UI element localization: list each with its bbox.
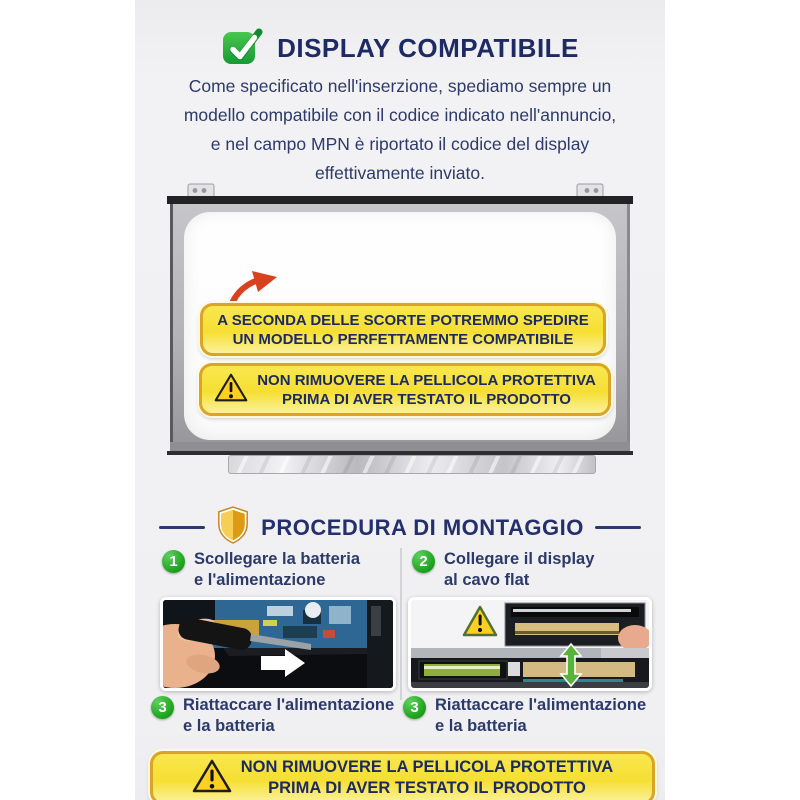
- divider-line-left: [159, 526, 205, 529]
- divider-line-right: [595, 526, 641, 529]
- panel-top-edge: [167, 196, 633, 204]
- step-number-badge: 1: [162, 550, 185, 573]
- step-3-left: [151, 695, 394, 737]
- step-text: Riattaccare l'alimentazione e la batteria: [183, 696, 395, 735]
- column-divider: [400, 548, 402, 700]
- warning-triangle-icon: [192, 758, 232, 799]
- step-text: Scollegare la batteria e l'alimentazione: [194, 550, 360, 589]
- step-text: Riattaccare l'alimentazione e la batteria: [435, 696, 647, 735]
- footer-warning-text: NON RIMUOVERE LA PELLICOLA PROTETTIVA PRIMA DI AVER TESTATO IL PRODOTTO: [240, 758, 614, 797]
- step-text: Collegare il display al cavo flat: [444, 550, 595, 589]
- step-number-badge: 3: [151, 696, 174, 719]
- warning-triangle-icon: [214, 372, 248, 407]
- footer-warning-banner: [150, 751, 655, 800]
- film-warning-banner: [199, 363, 611, 416]
- step-2: [412, 549, 594, 591]
- stock-warning-banner: [200, 303, 606, 356]
- description-line: Come specificato nell'inserzione, spediamo sempre un: [188, 76, 612, 96]
- description-line: e nel campo MPN è riportato il codice del display: [210, 134, 590, 154]
- panel-bottom-strip: [170, 442, 630, 451]
- description-line: effettivamente inviato.: [315, 163, 485, 183]
- step-number-badge: 2: [412, 550, 435, 573]
- panel-foil-strip: [228, 455, 596, 474]
- photo-disconnect-battery: [160, 597, 396, 691]
- description-line: modello compatibile con il codice indicato nell'annuncio,: [183, 105, 617, 125]
- procedure-header: [135, 506, 665, 549]
- photo-connect-flat-cable: [408, 597, 652, 691]
- step-number-badge: 3: [403, 696, 426, 719]
- stock-warning-text: A SECONDA DELLE SCORTE POTREMMO SPEDIRE UN MODELLO PERFETTAMENTE COMPATIBILE: [217, 311, 589, 348]
- step-1: [162, 549, 360, 591]
- page-title: DISPLAY COMPATIBILE: [277, 33, 579, 63]
- shield-icon: [216, 506, 250, 549]
- film-warning-text: NON RIMUOVERE LA PELLICOLA PROTETTIVA PRIMA DI AVER TESTATO IL PRODOTTO: [257, 371, 596, 408]
- description-paragraph: [135, 72, 665, 188]
- green-check-icon: [221, 26, 265, 71]
- header: [135, 26, 665, 71]
- procedure-title: PROCEDURA DI MONTAGGIO: [261, 514, 584, 540]
- step-3-right: [403, 695, 646, 737]
